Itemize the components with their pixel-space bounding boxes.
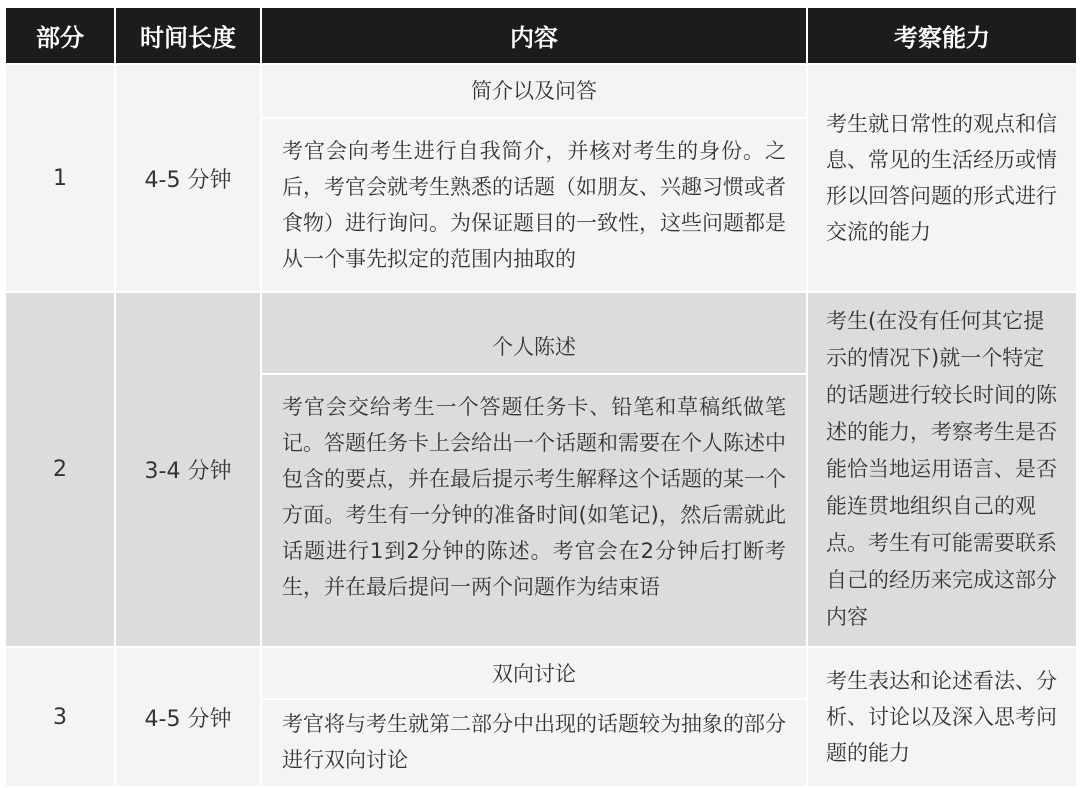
duration: 4-5 分钟 [115, 64, 261, 292]
table-row [5, 292, 1077, 647]
duration: 3-4 分钟 [115, 292, 261, 647]
exam-table-container [4, 8, 1076, 783]
duration: 4-5 分钟 [115, 647, 261, 787]
ability-cell [807, 64, 1077, 292]
header-ability: 考察能力 [807, 8, 1077, 64]
ability-cell [807, 647, 1077, 787]
content-cell [261, 64, 807, 292]
ability-cell [807, 292, 1077, 647]
part-number: 2 [5, 292, 115, 647]
content-description: 考官会交给考生一个答题任务卡、铅笔和草稿纸做笔记。答题任务卡上会给出一个话题和需要在个人陈述中包含的要点，并在最后提示考生解释这个话题的某一个方面。考生有一分钟的准备时间(如笔记)，然后需就此话题进行1到2分钟的陈述。考官会在2分钟后打断考生，并在最后提问一两个问题作为结束语 [282, 394, 786, 599]
content-title: 个人陈述 [262, 321, 806, 375]
ability-text: 考生就日常性的观点和信息、常见的生活经历或情形以回答问题的形式进行交流的能力 [826, 112, 1057, 244]
content-description: 考官将与考生就第二部分中出现的话题较为抽象的部分进行双向讨论 [282, 712, 786, 772]
content-cell [261, 292, 807, 647]
table-row [5, 64, 1077, 292]
header-duration: 时间长度 [115, 8, 261, 64]
table-header-row [5, 8, 1077, 64]
part-number: 1 [5, 64, 115, 292]
content-title: 简介以及问答 [262, 65, 806, 119]
content-title: 双向讨论 [262, 650, 806, 700]
part-number: 3 [5, 647, 115, 787]
ability-text: 考生表达和论述看法、分析、讨论以及深入思考问题的能力 [826, 669, 1057, 765]
header-content: 内容 [261, 8, 807, 64]
content-cell [261, 647, 807, 787]
exam-structure-table [4, 8, 1078, 788]
ability-text: 考生(在没有任何其它提示的情况下)就一个特定的话题进行较长时间的陈述的能力，考察考生是否能恰当地运用语言、是否能连贯地组织自己的观点。考生有可能需要联系自己的经历来完成这部分内容 [826, 309, 1057, 629]
header-part: 部分 [5, 8, 115, 64]
table-row [5, 647, 1077, 787]
content-description: 考官会向考生进行自我简介，并核对考生的身份。之后，考官会就考生熟悉的话题（如朋友、兴趣习惯或者食物）进行询问。为保证题目的一致性，这些问题都是从一个事先拟定的范围内抽取的 [282, 139, 786, 271]
